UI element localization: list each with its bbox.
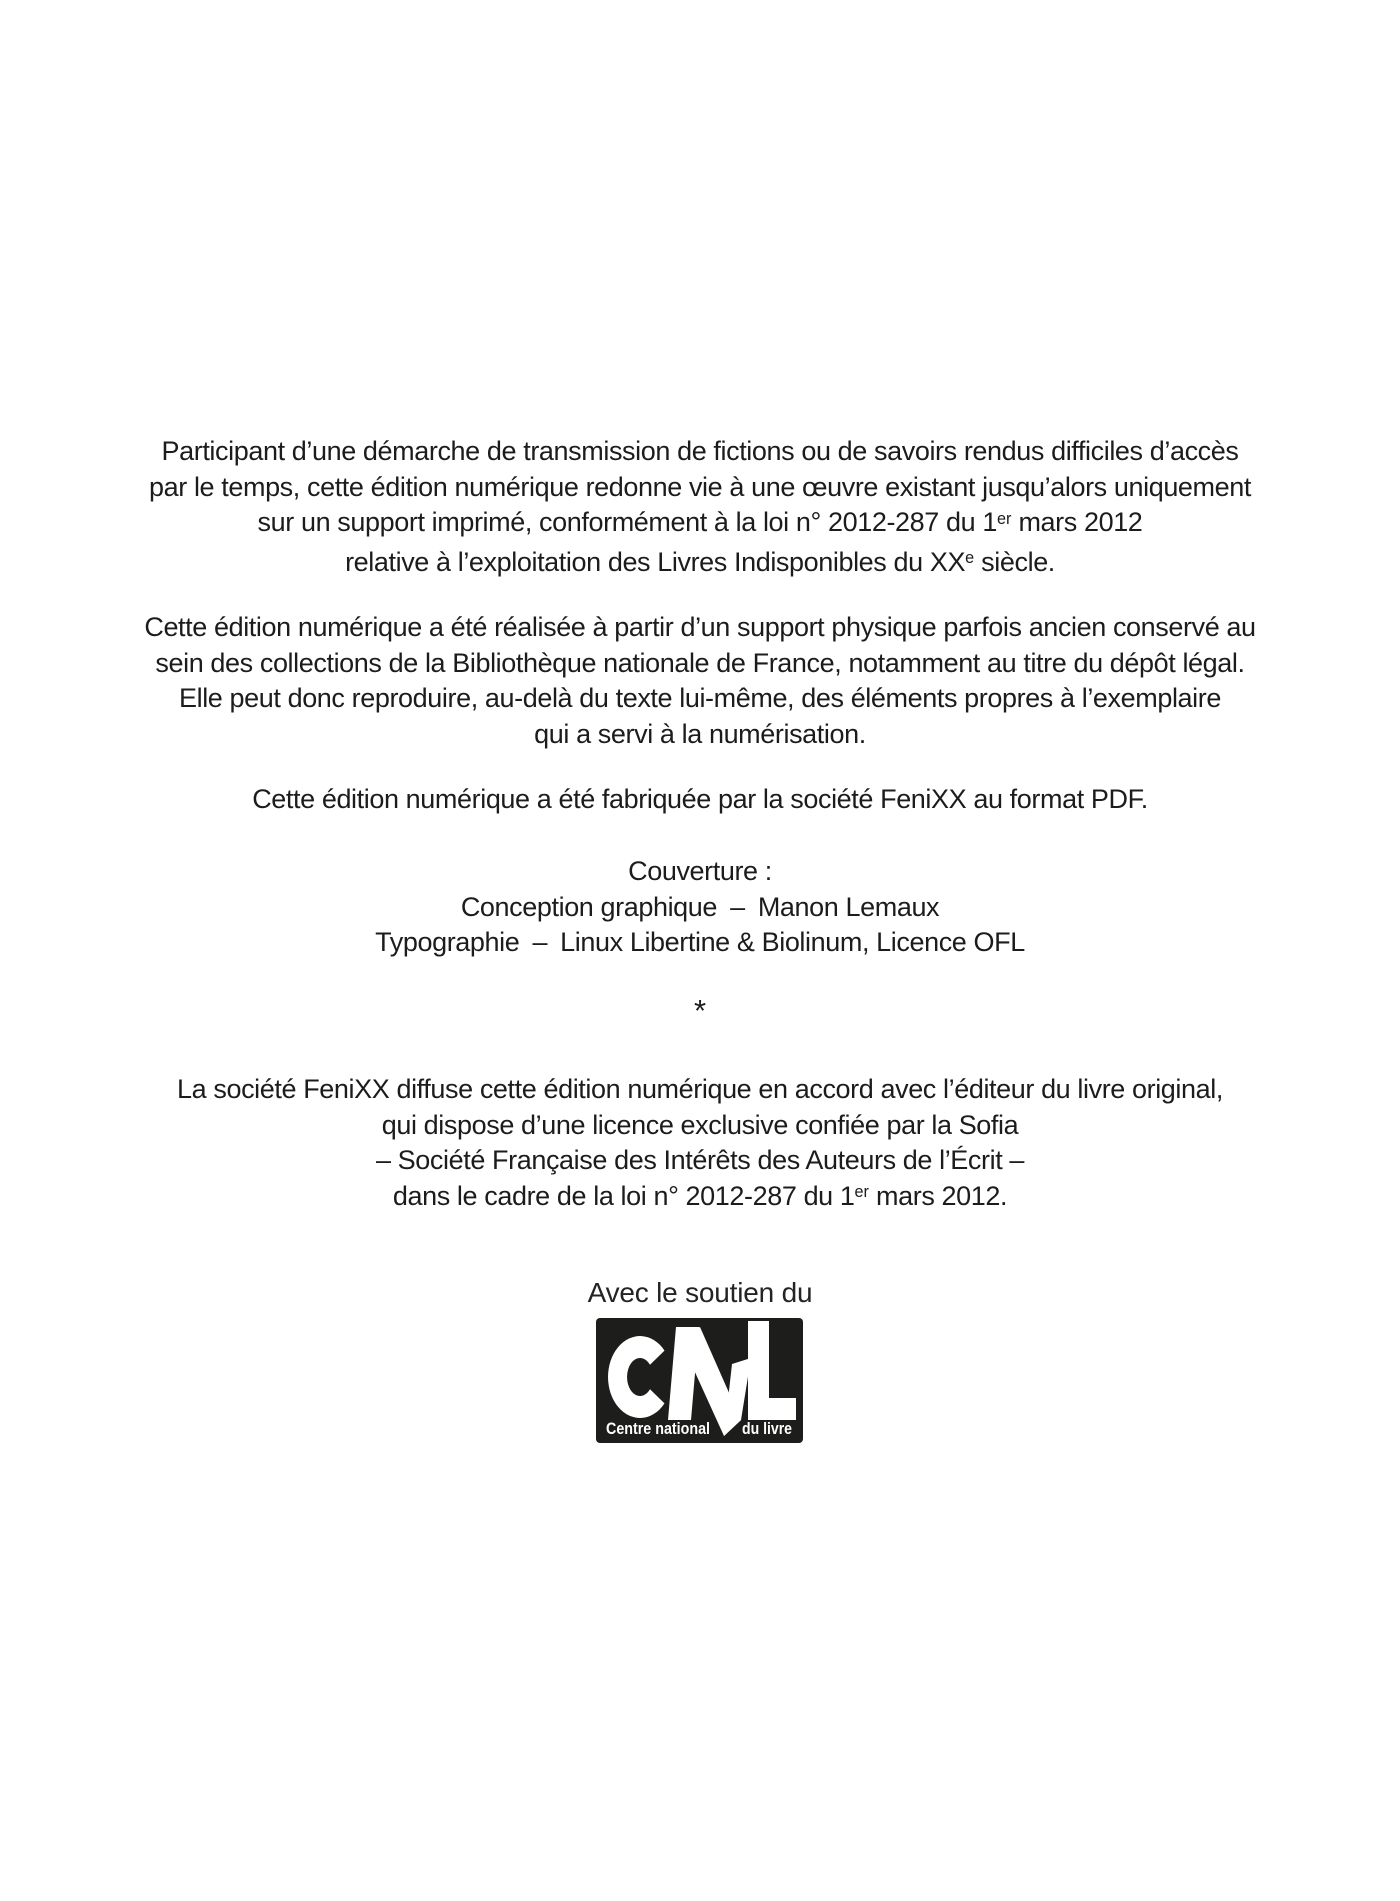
superscript: er — [854, 1183, 869, 1202]
text-line: La société FeniXX diffuse cette édition numérique en accord avec l’éditeur du livre original, — [177, 1074, 1223, 1104]
text-line: qui dispose d’une licence exclusive confiée par la Sofia — [381, 1109, 1019, 1140]
superscript: er — [996, 509, 1012, 528]
paragraph-bnf-source — [0, 610, 1400, 752]
cnl-logo-graphic — [596, 1318, 803, 1443]
paragraph-cover-credits — [0, 854, 1400, 961]
text-line — [0, 505, 1400, 545]
text-segment: mars 2012. — [868, 1180, 1008, 1211]
text-line: Participant d’une démarche de transmission de fictions ou de savoirs rendus difficiles d’accès — [161, 436, 1239, 466]
text-segment: siècle. — [974, 546, 1055, 577]
text-segment: dans le cadre de la loi n° 2012-287 du 1 — [392, 1180, 855, 1211]
text-line — [0, 1179, 1400, 1219]
cnl-name-right: du livre — [742, 1419, 792, 1438]
paragraph-diffusion-licence — [0, 1072, 1400, 1218]
text-line: Conception graphique – Manon Lemaux — [460, 891, 940, 922]
support-caption: Avec le soutien du — [587, 1277, 813, 1308]
cnl-name-left: Centre national — [606, 1419, 710, 1438]
text-line: Cette édition numérique a été réalisée à partir d’un support physique parfois ancien conservé au — [144, 612, 1256, 642]
text-line: qui a servi à la numérisation. — [534, 718, 866, 749]
text-line: Elle peut donc reproduire, au-delà du texte lui-même, des éléments propres à l’exemplaire — [179, 683, 1221, 713]
text-segment: mars 2012 — [1011, 507, 1143, 537]
text-line: – Société Française des Intérêts des Auteurs de l’Écrit – — [375, 1145, 1025, 1175]
superscript: e — [965, 549, 975, 568]
text-line: Cette édition numérique a été fabriquée par la société FeniXX au format PDF. — [252, 784, 1148, 814]
text-line: sein des collections de la Bibliothèque nationale de France, notamment au titre du dépôt légal. — [155, 647, 1245, 678]
text-segment: relative à l’exploitation des Livres Indisponibles du XX — [345, 546, 966, 577]
paragraph-legal-intro — [0, 434, 1400, 584]
text-line: Typographie – Linux Libertine & Biolinum, Licence OFL — [375, 927, 1025, 957]
text-line: Couverture : — [628, 856, 772, 886]
cnl-logo — [596, 1318, 803, 1443]
asterisk-separator: * — [693, 993, 707, 1028]
paragraph-fenixx-pdf — [0, 782, 1400, 818]
text-line — [0, 545, 1400, 585]
text-segment: sur un support imprimé, conformément à la loi n° 2012-287 du 1 — [257, 507, 997, 537]
text-line: par le temps, cette édition numérique redonne vie à une œuvre existant jusqu’alors uniquement — [149, 471, 1251, 502]
